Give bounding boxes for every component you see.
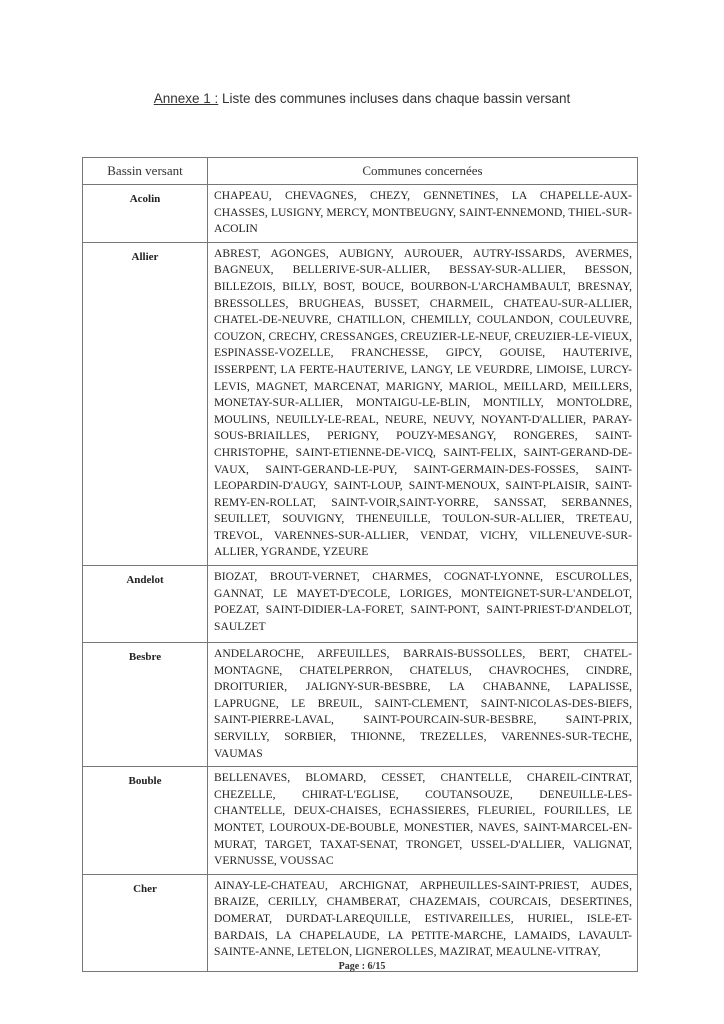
communes-list: CHAPEAU, CHEVAGNES, CHEZY, GENNETINES, LA CHAPELLE-AUX-CHASSES, LUSIGNY, MERCY, MONTBEUGNY, SAINT-ENNEMOND, THIEL-SUR-ACOLIN [208, 185, 638, 243]
page-title [0, 91, 724, 106]
table-row [83, 242, 638, 565]
basin-name: Bouble [83, 767, 208, 875]
header-communes: Communes concernées [208, 158, 638, 185]
communes-list: ANDELAROCHE, ARFEUILLES, BARRAIS-BUSSOLLES, BERT, CHATEL-MONTAGNE, CHATELPERRON, CHATELUS, CHAVROCHES, CINDRE, DROITURIER, JALIGNY-SUR-BESBRE, LA CHABANNE, LAPALISSE, LAPRUGNE, LE BREUIL, SAINT-CLEMENT, SAINT-NICOLAS-DES-BIEFS, SAINT-PIERRE-LAVAL, SAINT-POURCAIN-SUR-BESBRE, SAINT-PRIX, SERVILLY, SORBIER, THIONNE, TREZELLES, VARENNES-SUR-TECHE, VAUMAS [208, 643, 638, 767]
table-row [83, 566, 638, 643]
annex-title-text: Liste des communes incluses dans chaque bassin versant [218, 91, 571, 106]
table-header-row [83, 158, 638, 185]
communes-list: AINAY-LE-CHATEAU, ARCHIGNAT, ARPHEUILLES-SAINT-PRIEST, AUDES, BRAIZE, CERILLY, CHAMBERAT, CHAZEMAIS, COURCAIS, DESERTINES, DOMERAT, DURDAT-LAREQUILLE, ESTIVAREILLES, HURIEL, ISLE-ET-BARDAIS, LA CHAPELAUDE, LA PETITE-MARCHE, LAMAIDS, LAVAULT-SAINTE-ANNE, LETELON, LIGNEROLLES, MAZIRAT, MEAULNE-VITRAY, [208, 874, 638, 971]
annex-label: Annexe 1 : [153, 91, 219, 106]
basin-name: Besbre [83, 643, 208, 767]
communes-list: BIOZAT, BROUT-VERNET, CHARMES, COGNAT-LYONNE, ESCUROLLES, GANNAT, LE MAYET-D'ECOLE, LORIGES, MONTEIGNET-SUR-L'ANDELOT, POEZAT, SAINT-DIDIER-LA-FORET, SAINT-PONT, SAINT-PRIEST-D'ANDELOT, SAULZET [208, 566, 638, 643]
table-row [83, 767, 638, 875]
page-number: Page : 6/15 [338, 961, 386, 972]
basin-name: Allier [83, 242, 208, 565]
communes-list: BELLENAVES, BLOMARD, CESSET, CHANTELLE, CHAREIL-CINTRAT, CHEZELLE, CHIRAT-L'EGLISE, COUTANSOUZE, DENEUILLE-LES-CHANTELLE, DEUX-CHAISES, ECHASSIERES, FLEURIEL, FOURILLES, LE MONTET, LOUROUX-DE-BOUBLE, MONESTIER, NAVES, SAINT-MARCEL-EN-MURAT, TARGET, TAXAT-SENAT, TRONGET, USSEL-D'ALLIER, VALIGNAT, VERNUSSE, VOUSSAC [208, 767, 638, 875]
communes-list: ABREST, AGONGES, AUBIGNY, AUROUER, AUTRY-ISSARDS, AVERMES, BAGNEUX, BELLERIVE-SUR-ALLIER, BESSAY-SUR-ALLIER, BESSON, BILLEZOIS, BILLY, BOST, BOUCE, BOURBON-L'ARCHAMBAULT, BRESNAY, BRESSOLLES, BRUGHEAS, BUSSET, CHARMEIL, CHATEAU-SUR-ALLIER, CHATEL-DE-NEUVRE, CHATILLON, CHEMILLY, COULANDON, COULEUVRE, COUZON, CRECHY, CRESSANGES, CREUZIER-LE-NEUF, CREUZIER-LE-VIEUX, ESPINASSE-VOZELLE, FRANCHESSE, GIPCY, GOUISE, HAUTERIVE, ISSERPENT, LA FERTE-HAUTERIVE, LANGY, LE VEURDRE, LIMOISE, LURCY-LEVIS, MAGNET, MARCENAT, MARIGNY, MARIOL, MEILLARD, MEILLERS, MONETAY-SUR-ALLIER, MONTAIGU-LE-BLIN, MONTILLY, MONTOLDRE, MOULINS, NEUILLY-LE-REAL, NEURE, NEUVY, NOYANT-D'ALLIER, PARAY-SOUS-BRIAILLES, PERIGNY, POUZY-MESANGY, RONGERES, SAINT-CHRISTOPHE, SAINT-ETIENNE-DE-VICQ, SAINT-FELIX, SAINT-GERAND-DE-VAUX, SAINT-GERAND-LE-PUY, SAINT-GERMAIN-DES-FOSSES, SAINT-LEOPARDIN-D'AUGY, SAINT-LOUP, SAINT-MENOUX, SAINT-PLAISIR, SAINT-REMY-EN-ROLLAT, SAINT-VOIR,SAINT-YORRE, SANSSAT, SERBANNES, SEUILLET, SOUVIGNY, THENEUILLE, TOULON-SUR-ALLIER, TRETEAU, TREVOL, VARENNES-SUR-ALLIER, VENDAT, VICHY, VILLENEUVE-SUR-ALLIER, YGRANDE, YZEURE [208, 242, 638, 565]
table-row [83, 185, 638, 243]
basin-name: Acolin [83, 185, 208, 243]
basin-name: Cher [83, 874, 208, 971]
basin-name: Andelot [83, 566, 208, 643]
table-row [83, 643, 638, 767]
communes-table [82, 157, 638, 972]
header-bassin-versant: Bassin versant [83, 158, 208, 185]
table-row [83, 874, 638, 971]
